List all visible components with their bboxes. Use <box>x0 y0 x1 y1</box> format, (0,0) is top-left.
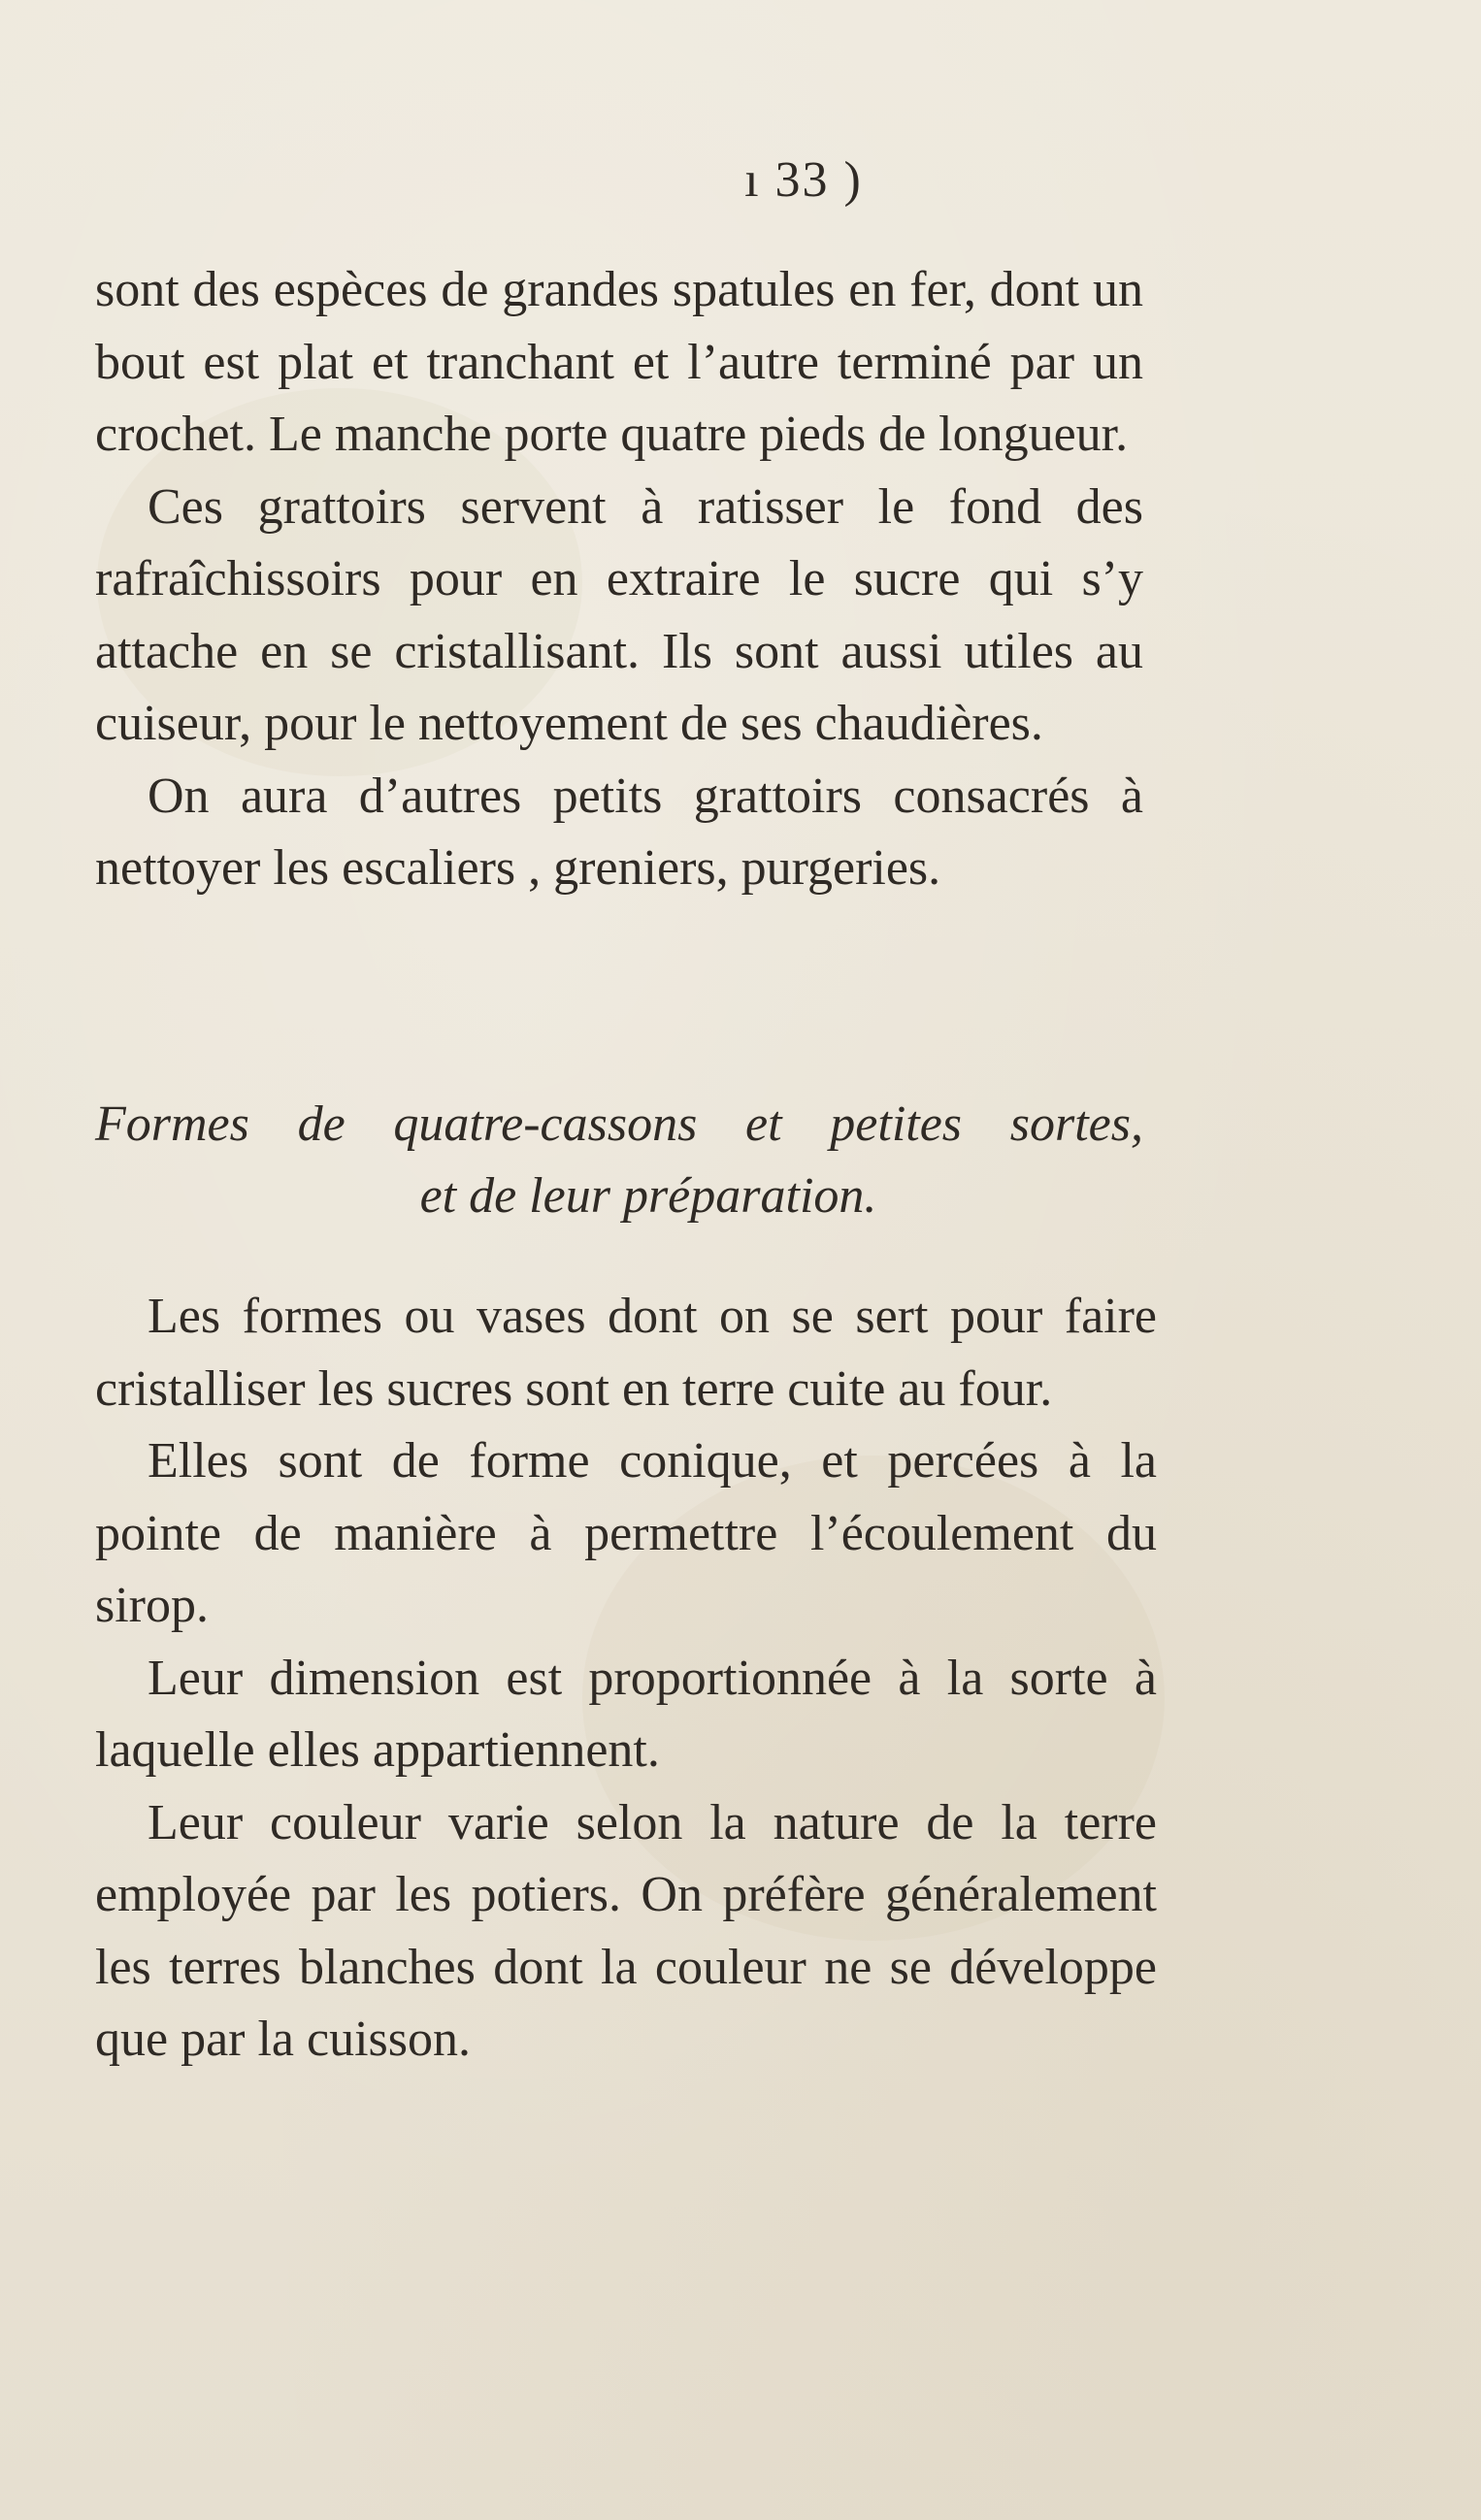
paragraph-1: sont des espèces de grandes spatules en fer, dont un bout est plat et tranchant et l’autre terminé par un crochet. Le manche porte quatre pieds de longueur. <box>95 262 1143 462</box>
section-heading-line-1: Formes de quatre-cassons et petites sortes, <box>95 1096 1143 1152</box>
text-block-bottom <box>95 1281 1157 2077</box>
text-block-top <box>95 254 1143 905</box>
section-heading-line-2: et de leur préparation. <box>419 1168 877 1224</box>
section-heading <box>95 1089 1143 1232</box>
paragraph-7: Leur couleur varie selon la nature de la terre employée par les potiers. On préfère généralement les terres blanches dont la couleur ne se développe que par la cuisson. <box>95 1794 1157 2067</box>
page-number-header: ı 33 ) <box>744 152 863 208</box>
paragraph-4: Les formes ou vases dont on se sert pour faire cristalliser les sucres sont en terre cuite au four. <box>95 1289 1157 1417</box>
paragraph-5: Elles sont de forme conique, et percées à la pointe de manière à permettre l’écoulement du sirop. <box>95 1433 1157 1633</box>
paragraph-3: On aura d’autres petits grattoirs consacrés à nettoyer les escaliers , greniers, purgeries. <box>95 768 1143 896</box>
paragraph-6: Leur dimension est proportionnée à la sorte à laquelle elles appartiennent. <box>95 1650 1157 1778</box>
paragraph-2: Ces grattoirs servent à ratisser le fond des rafraîchissoirs pour en extraire le sucre qui s’y attache en se cristallisant. Ils sont aussi utiles au cuiseur, pour le nettoyement de ses chaudières. <box>95 478 1143 751</box>
